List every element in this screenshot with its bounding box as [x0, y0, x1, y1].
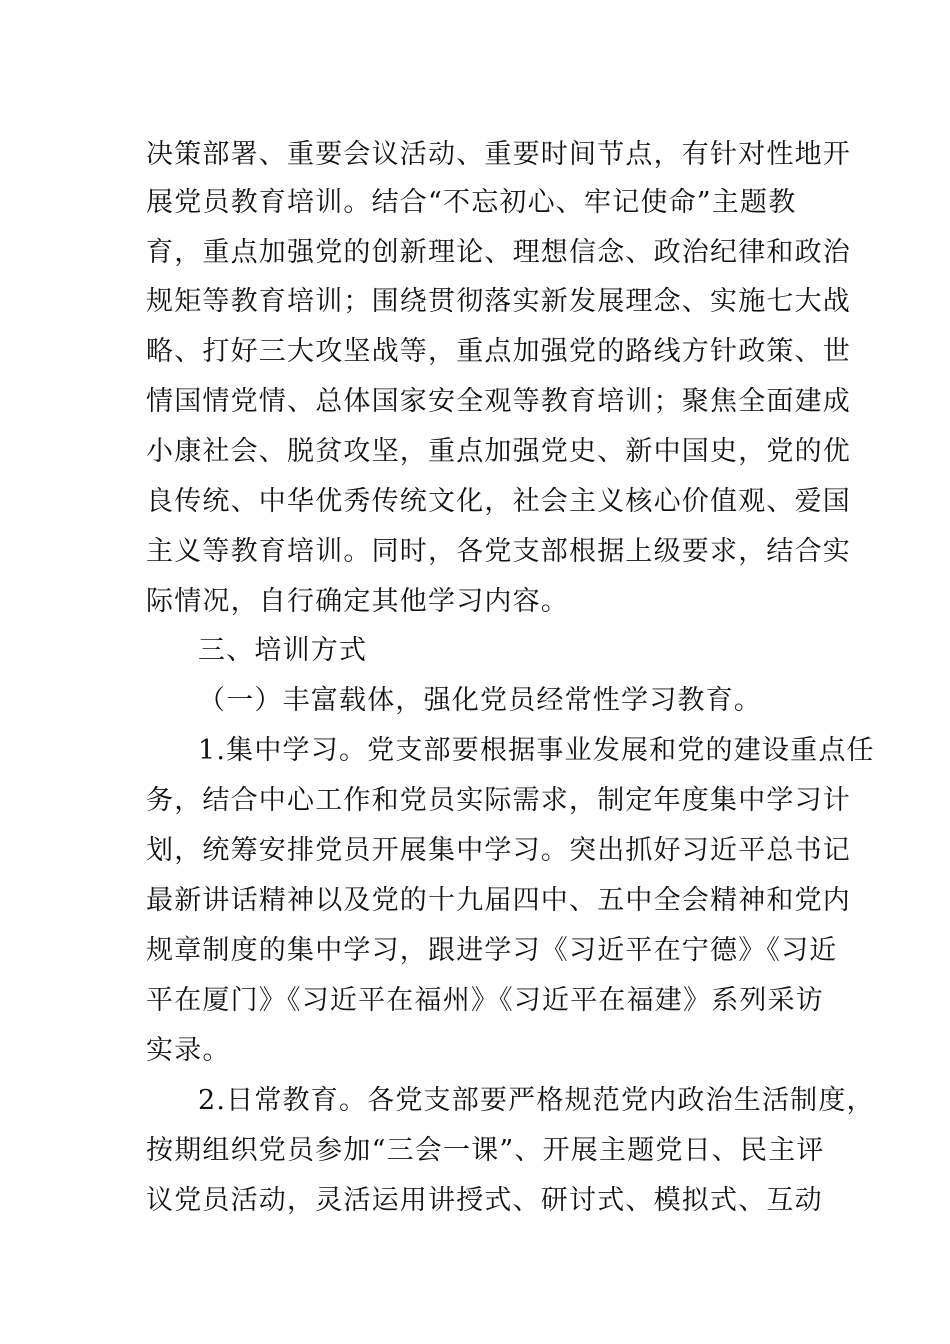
body-text-line: 情国情党情、总体国家安全观等教育培训；聚焦全面建成	[146, 386, 851, 417]
body-text-line: 规章制度的集中学习，跟进学习《习近平在宁德》《习近	[146, 935, 838, 966]
body-text-line: 最新讲话精神以及党的十九届四中、五中全会精神和党内	[146, 885, 851, 916]
body-text-line: 务，结合中心工作和党员实际需求，制定年度集中学习计	[146, 785, 851, 816]
body-text-line: 平在厦门》《习近平在福州》《习近平在福建》系列采访	[146, 985, 824, 1016]
body-text-line: 主义等教育培训。同时，各党支部根据上级要求，结合实	[146, 536, 851, 567]
body-text-line: 议党员活动，灵活运用讲授式、研讨式、模拟式、互动	[146, 1185, 823, 1216]
body-text-line: 际情况，自行确定其他学习内容。	[146, 586, 569, 617]
section-heading: 三、培训方式	[198, 635, 368, 666]
body-text-line: 按期组织党员参加“三会一课”、开展主题党日、民主评	[146, 1135, 825, 1166]
subsection-heading: （一）丰富载体，强化党员经常性学习教育。	[198, 685, 762, 716]
body-text-line: 略、打好三大攻坚战等，重点加强党的路线方针政策、世	[146, 336, 851, 367]
body-text-line: 规矩等教育培训；围绕贯彻落实新发展理念、实施七大战	[146, 286, 851, 317]
body-text-line: 决策部署、重要会议活动、重要时间节点，有针对性地开	[146, 139, 851, 170]
body-text-line: 实录。	[146, 1035, 231, 1066]
body-text-line: 良传统、中华优秀传统文化，社会主义核心价值观、爱国	[146, 486, 851, 517]
body-text-line: 划，统筹安排党员开展集中学习。突出抓好习近平总书记	[146, 835, 851, 866]
body-text-line: 展党员教育培训。结合“不忘初心、牢记使命”主题教	[146, 187, 797, 218]
body-text-line: 1.集中学习。党支部要根据事业发展和党的建设重点任	[198, 735, 875, 766]
body-text-line: 小康社会、脱贫攻坚，重点加强党史、新中国史，党的优	[146, 436, 851, 467]
body-text-line: 2.日常教育。各党支部要严格规范党内政治生活制度，	[198, 1085, 875, 1116]
body-text-line: 育，重点加强党的创新理论、理想信念、政治纪律和政治	[146, 237, 851, 268]
